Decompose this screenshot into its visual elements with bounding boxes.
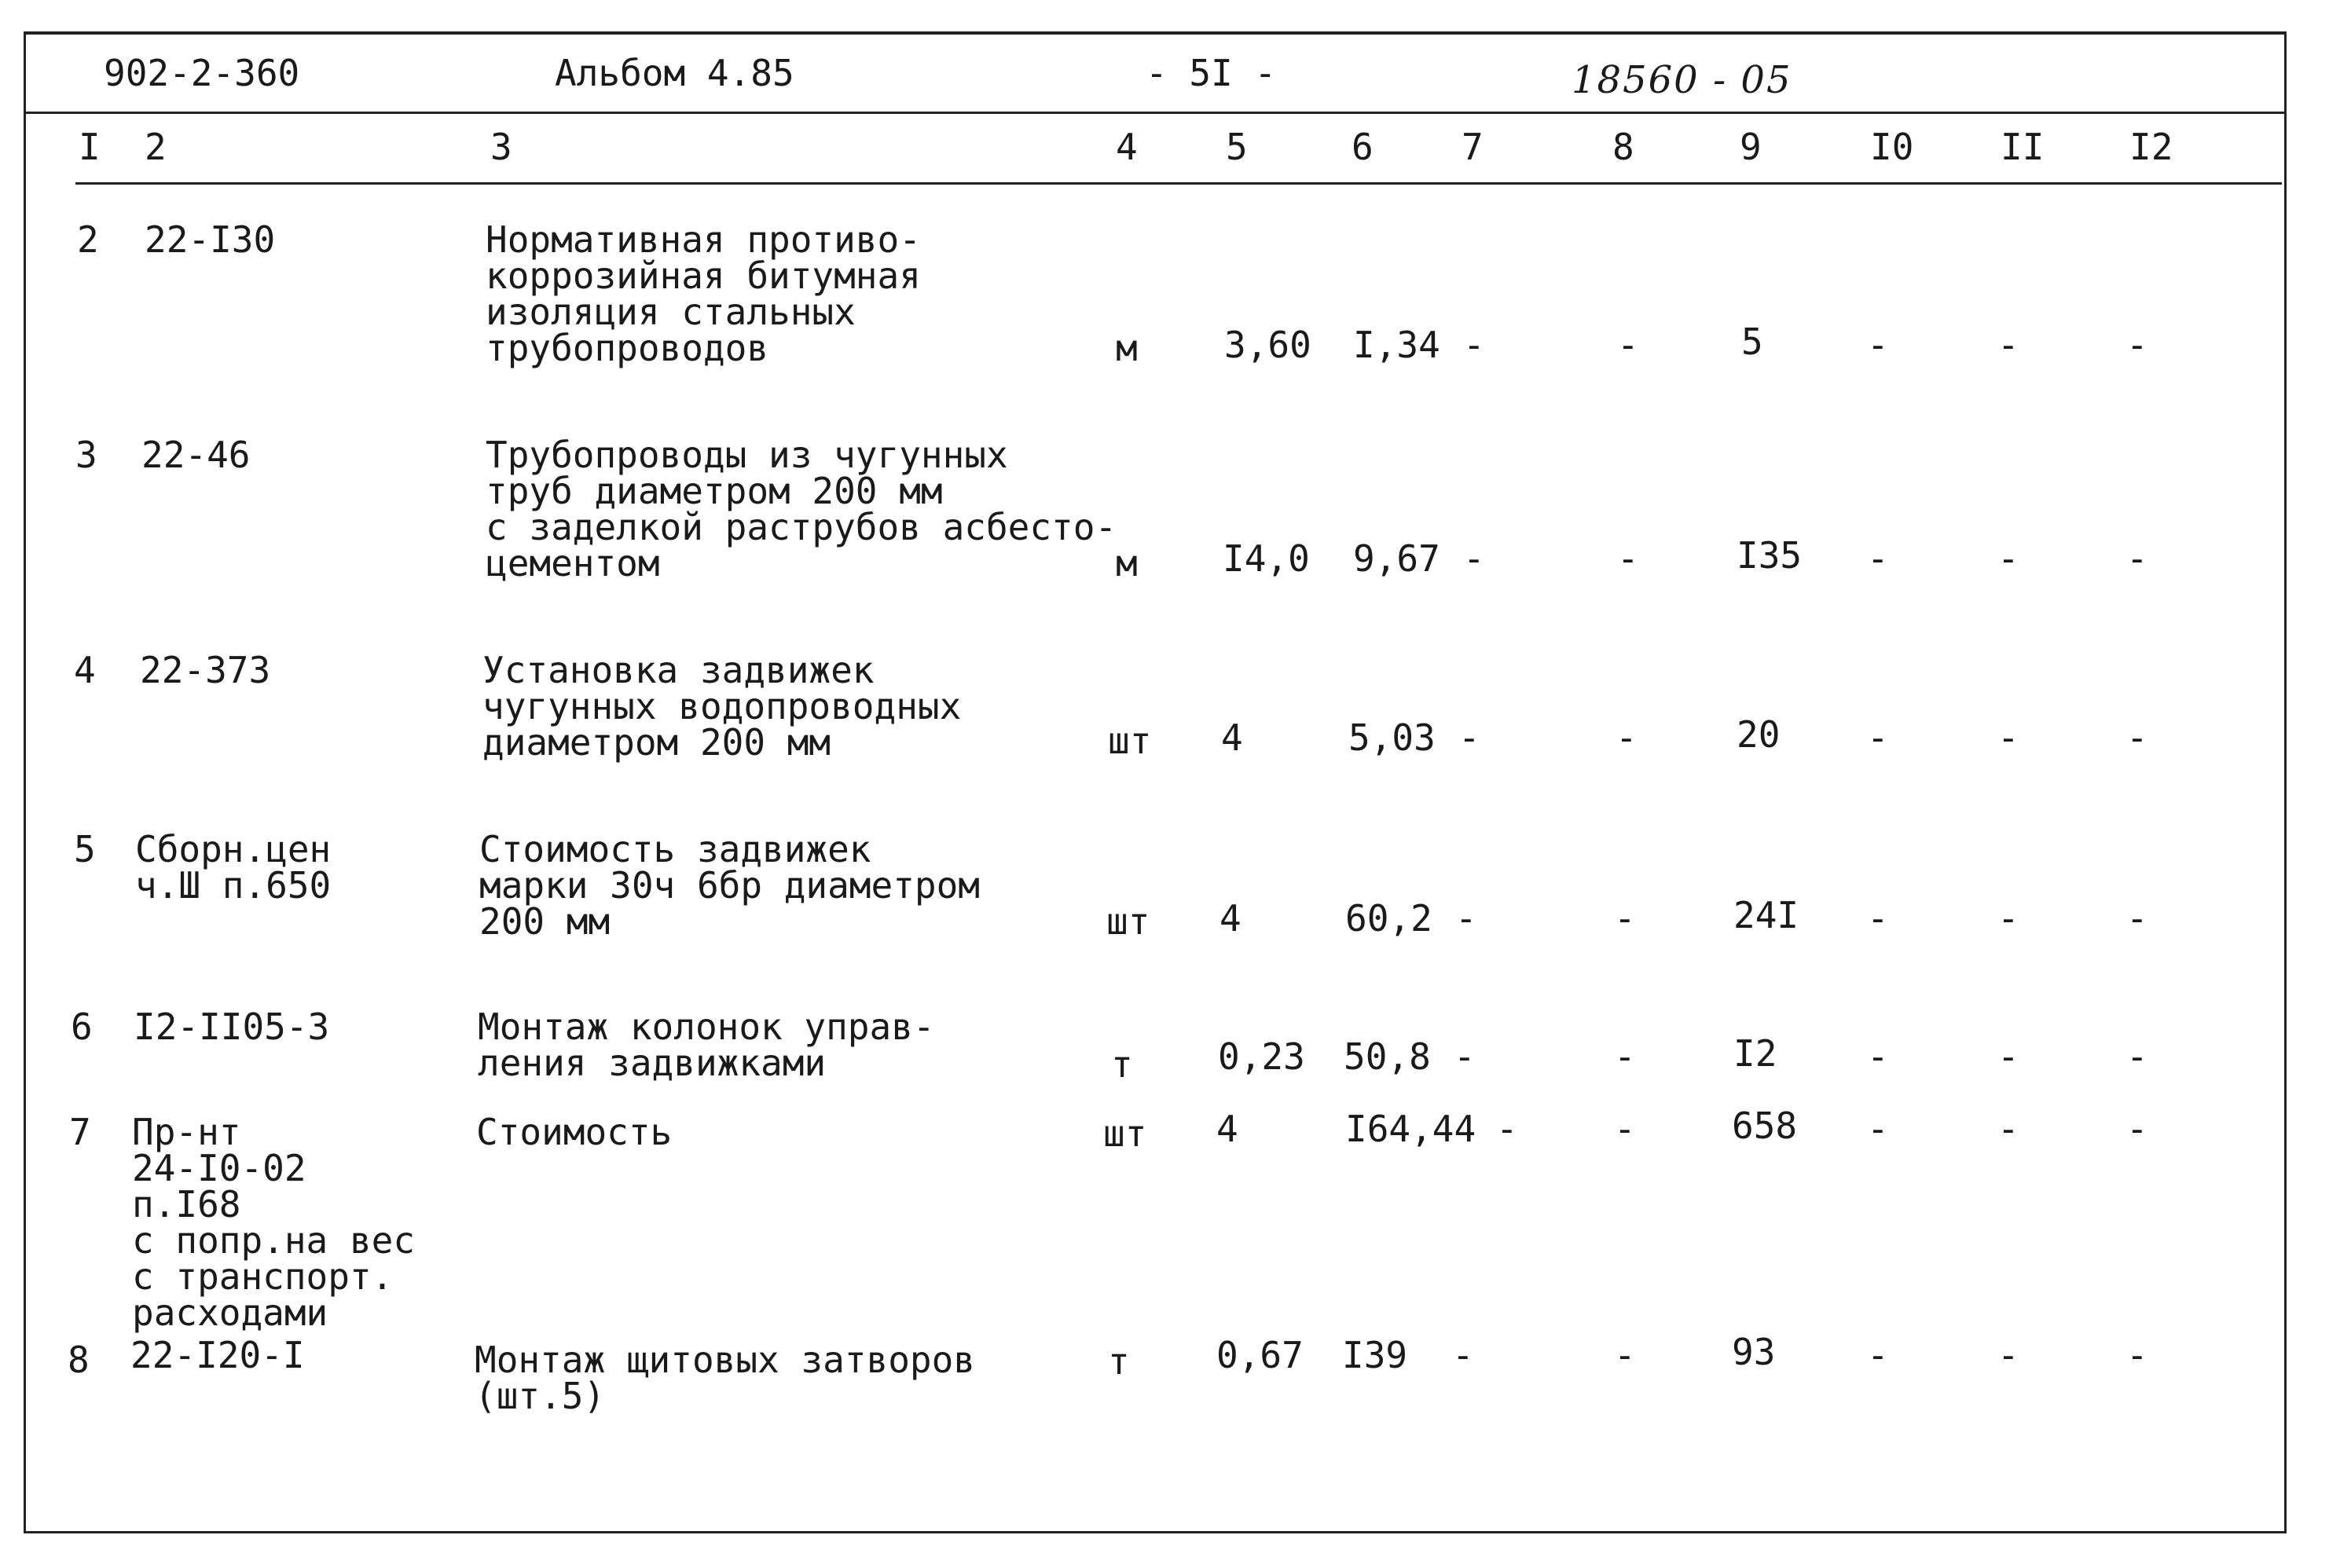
unit-cost: 9,67 (1353, 537, 1440, 580)
unit: т (1108, 1340, 1130, 1383)
project-code: 902-2-360 (104, 52, 300, 94)
col-12-value: - (2126, 537, 2148, 580)
unit: т (1111, 1043, 1133, 1086)
page-number: - 5I - (1146, 52, 1277, 94)
col-7-value: - (1454, 1035, 1476, 1078)
col-10-value: - (1867, 324, 1889, 366)
norm-code: 22-I20-I (130, 1334, 305, 1376)
row-number: 5 (74, 828, 96, 870)
col-11-value: - (1997, 716, 2019, 759)
col-12-value: - (2126, 716, 2148, 759)
total-cost: 658 (1732, 1105, 1798, 1147)
col-11-value: - (1997, 1035, 2019, 1078)
album-number: Альбом 4.85 (555, 52, 794, 94)
total-cost: 93 (1732, 1331, 1776, 1373)
col-8-value: - (1614, 1108, 1636, 1150)
col-12-value: - (2126, 1108, 2148, 1150)
total-cost: I2 (1733, 1032, 1777, 1075)
col-12-value: - (2126, 897, 2148, 940)
row-number: 8 (68, 1339, 90, 1381)
col-header-5: 5 (1226, 126, 1248, 168)
col-8-value: - (1617, 324, 1639, 366)
col-8-value: - (1614, 1334, 1636, 1376)
quantity: 4 (1220, 897, 1242, 940)
row-number: 7 (69, 1111, 91, 1153)
header-divider (26, 112, 2284, 114)
work-description: Стоимость (476, 1111, 673, 1153)
total-cost: 5 (1741, 321, 1763, 363)
col-7-value: - (1463, 537, 1485, 580)
quantity: 0,67 (1216, 1334, 1304, 1376)
col-7-value: - (1496, 1108, 1518, 1150)
col-8-value: - (1614, 1035, 1636, 1078)
total-cost: I35 (1737, 534, 1803, 577)
total-cost: 20 (1737, 713, 1781, 756)
work-description: Стоимость задвижек марки 30ч 6бр диаметром 200 мм (479, 828, 980, 943)
col-8-value: - (1617, 537, 1639, 580)
col-10-value: - (1867, 897, 1889, 940)
norm-code: 22-373 (140, 649, 271, 691)
col-header-8: 8 (1612, 126, 1634, 168)
col-11-value: - (1997, 1334, 2019, 1376)
quantity: 4 (1216, 1108, 1238, 1150)
work-description: Монтаж колонок управ- ления задвижками (478, 1006, 935, 1084)
col-11-value: - (1997, 1108, 2019, 1150)
col-12-value: - (2126, 324, 2148, 366)
quantity: 3,60 (1224, 324, 1311, 366)
quantity: 4 (1221, 716, 1243, 759)
col-header-10: I0 (1870, 126, 1914, 168)
col-12-value: - (2126, 1035, 2148, 1078)
col-10-value: - (1867, 716, 1889, 759)
unit-cost: 60,2 (1345, 897, 1432, 940)
work-description: Трубопроводы из чугунных труб диаметром 200 мм с заделкой раструбов асбесто- цементом (486, 434, 1117, 584)
col-header-6: 6 (1352, 126, 1374, 168)
col-header-4: 4 (1116, 126, 1138, 168)
norm-code: 22-I30 (145, 218, 276, 261)
col-header-7: 7 (1462, 126, 1484, 168)
unit-cost: 50,8 (1344, 1035, 1431, 1078)
col-11-value: - (1997, 897, 2019, 940)
col-11-value: - (1997, 324, 2019, 366)
document-number: 18560 - 05 (1572, 58, 1792, 102)
col-7-value: - (1452, 1334, 1474, 1376)
col-header-3: 3 (490, 126, 512, 168)
col-10-value: - (1867, 1108, 1889, 1150)
row-number: 3 (75, 434, 97, 476)
col-header-2: 2 (145, 126, 167, 168)
norm-code: Пр-нт 24-I0-02 п.I68 с попр.на вес с транспорт. расходами (132, 1111, 416, 1334)
col-7-value: - (1455, 897, 1477, 940)
col-8-value: - (1616, 716, 1638, 759)
row-number: 4 (74, 649, 96, 691)
unit-cost: I39 (1342, 1334, 1408, 1376)
col-12-value: - (2126, 1334, 2148, 1376)
col-10-value: - (1867, 537, 1889, 580)
norm-code: Сборн.цен ч.Ш п.650 (135, 828, 332, 907)
unit: шт (1106, 900, 1150, 943)
quantity: 0,23 (1218, 1035, 1305, 1078)
col-7-value: - (1463, 324, 1485, 366)
column-header-divider (75, 182, 2282, 185)
col-7-value: - (1458, 716, 1480, 759)
col-header-1: I (79, 126, 101, 168)
unit: м (1116, 327, 1138, 369)
norm-code: 22-46 (141, 434, 251, 476)
col-10-value: - (1867, 1334, 1889, 1376)
unit: шт (1108, 720, 1152, 762)
col-8-value: - (1614, 897, 1636, 940)
row-number: 6 (71, 1006, 93, 1048)
unit-cost: 5,03 (1348, 716, 1436, 759)
quantity: I4,0 (1223, 537, 1310, 580)
work-description: Установка задвижек чугунных водопроводных диаметром 200 мм (482, 649, 962, 764)
work-description: Монтаж щитовых затворов (шт.5) (475, 1339, 975, 1417)
col-11-value: - (1997, 537, 2019, 580)
row-number: 2 (77, 218, 99, 261)
col-header-11: II (2001, 126, 2045, 168)
col-10-value: - (1867, 1035, 1889, 1078)
work-description: Нормативная противо- коррозийная битумная изоляция стальных трубопроводов (486, 218, 921, 369)
unit: м (1116, 542, 1138, 584)
unit: шт (1103, 1112, 1147, 1155)
unit-cost: I,34 (1353, 324, 1440, 366)
col-header-9: 9 (1740, 126, 1762, 168)
total-cost: 24I (1733, 894, 1799, 936)
col-header-12: I2 (2129, 126, 2173, 168)
norm-code: I2-II05-3 (134, 1006, 330, 1048)
unit-cost: I64,44 (1345, 1108, 1476, 1150)
